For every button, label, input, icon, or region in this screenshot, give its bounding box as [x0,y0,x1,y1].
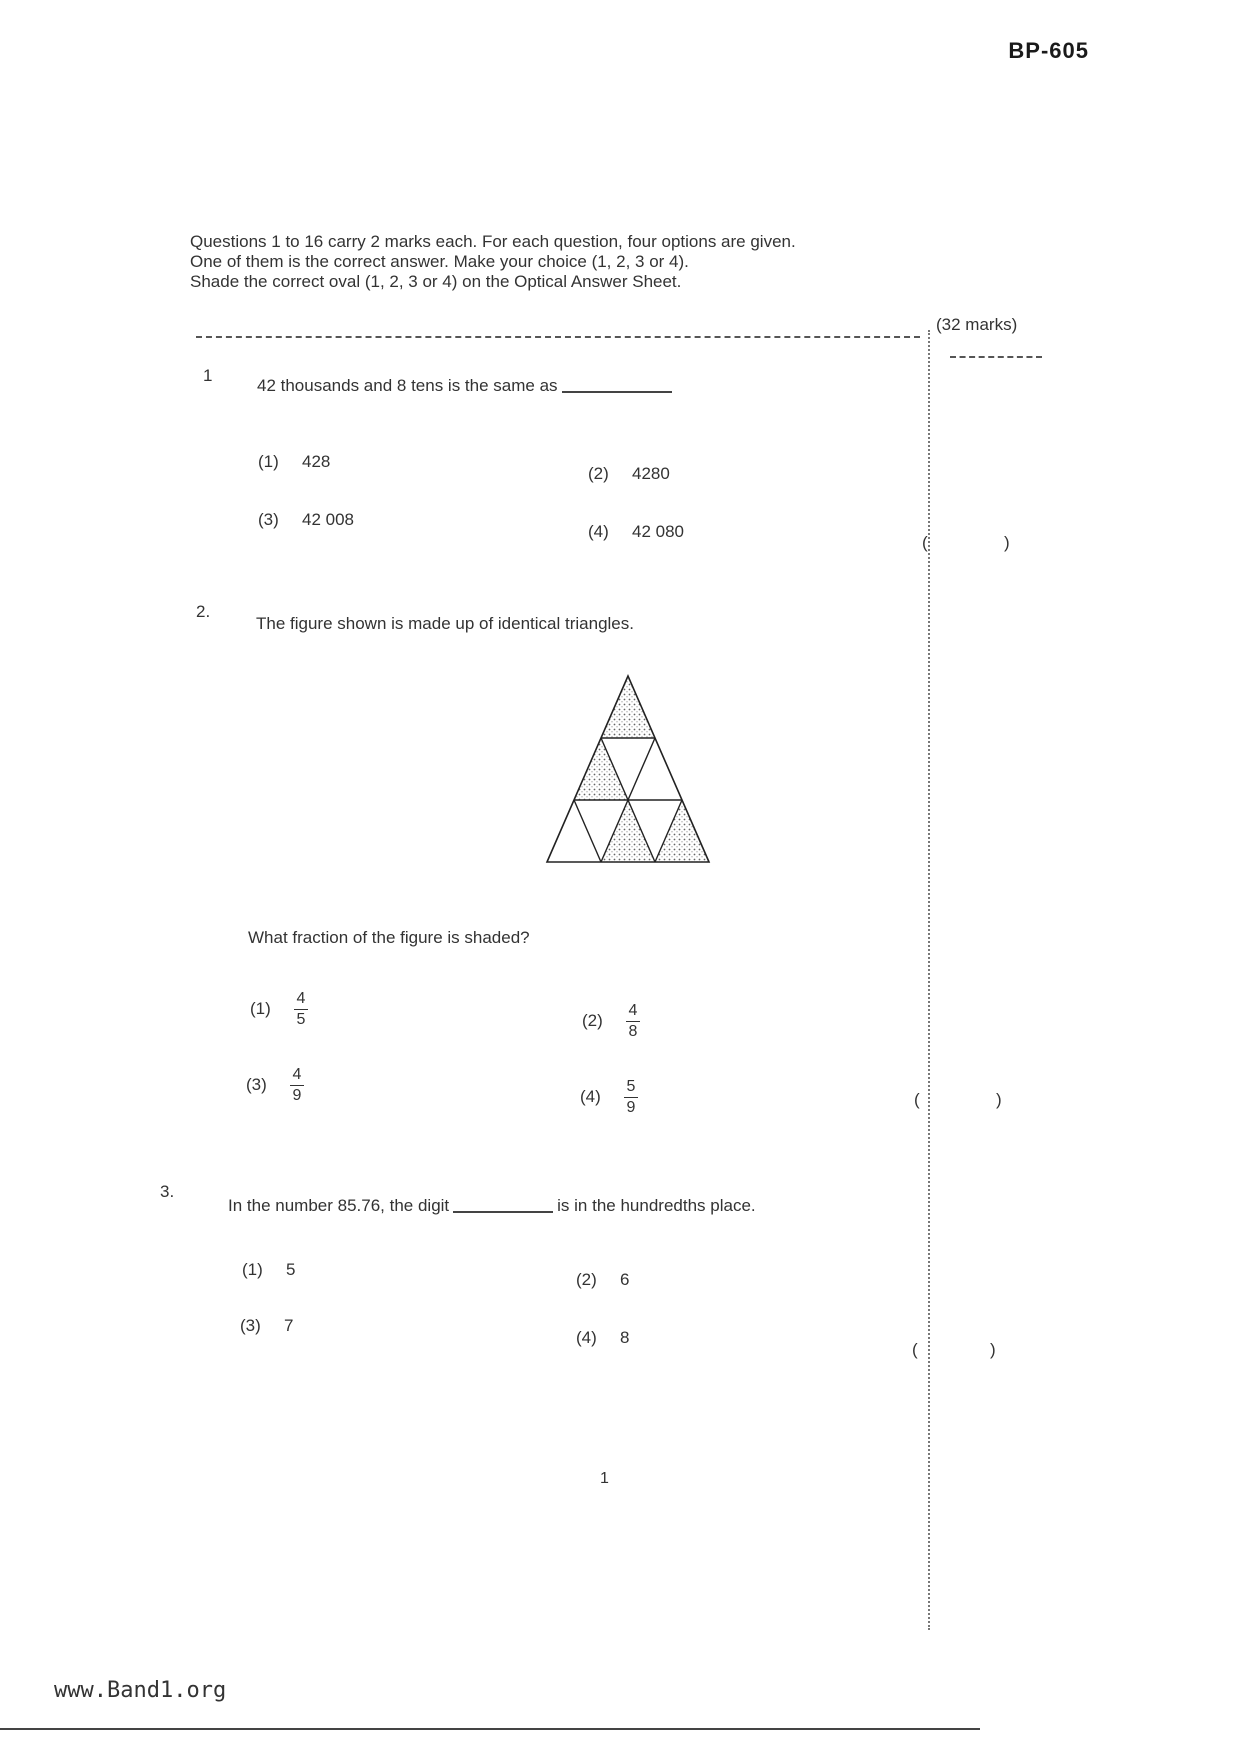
section-divider-right [950,356,1042,358]
fraction: $\frac{4}{8}$ [626,1002,640,1041]
fraction: $\frac{4}{5}$ [294,990,308,1029]
answer-bracket-close: ) [990,1340,996,1359]
question-text: In the number 85.76, the digit is in the hundredths place. [228,1196,756,1215]
page-number: 1 [600,1470,609,1487]
instruction-line: Questions 1 to 16 carry 2 marks each. For each question, four options are given. [190,232,796,251]
fraction: $\frac{4}{9}$ [290,1066,304,1105]
instructions [190,232,796,292]
section-divider [196,336,920,338]
answer-bracket-open: ( [912,1340,918,1359]
footer-url[interactable]: www.Band1.org [54,1678,227,1703]
instruction-line: One of them is the correct answer. Make your choice (1, 2, 3 or 4). [190,252,689,271]
answer-bracket-open: ( [914,1090,920,1109]
fraction: $\frac{5}{9}$ [624,1078,638,1117]
answer-blank [453,1211,553,1213]
option[interactable]: (2) 4280 [588,464,670,483]
answer-bracket-close: ) [996,1090,1002,1109]
shaded-triangle [655,800,709,862]
question-number: 1 [203,366,213,385]
option[interactable]: (2) $\frac{4}{8}$ [582,1002,640,1041]
question-followup: What fraction of the figure is shaded? [248,928,530,947]
paper-code: BP-605 [1008,38,1089,63]
question-number: 3. [160,1182,175,1201]
question-text: The figure shown is made up of identical triangles. [256,614,634,633]
option[interactable]: (3) $\frac{4}{9}$ [246,1066,304,1105]
marks-label: (32 marks) [936,315,1018,334]
shaded-triangle [601,676,655,738]
option[interactable]: (3) 7 [240,1316,294,1335]
answer-blank [562,391,672,393]
answer-bracket-close: ) [1004,533,1010,552]
option[interactable]: (4) 42 080 [588,522,684,541]
triangle-figure [498,668,758,900]
option[interactable]: (1) 5 [242,1260,296,1279]
option[interactable]: (1) $\frac{4}{5}$ [250,990,308,1029]
shaded-triangle [574,738,628,800]
answer-column-divider [928,330,930,1630]
shaded-triangle [601,800,655,862]
answer-bracket-open: ( [922,533,928,552]
question-number: 2. [196,602,211,621]
option[interactable]: (4) 8 [576,1328,630,1347]
instruction-line: Shade the correct oval (1, 2, 3 or 4) on the Optical Answer Sheet. [190,272,682,291]
option[interactable]: (1) 428 [258,452,331,471]
option[interactable]: (2) 6 [576,1270,630,1289]
question-text: 42 thousands and 8 tens is the same as [257,376,676,396]
option[interactable]: (4) $\frac{5}{9}$ [580,1078,638,1117]
footer-rule [0,1728,980,1730]
option[interactable]: (3) 42 008 [258,510,354,529]
